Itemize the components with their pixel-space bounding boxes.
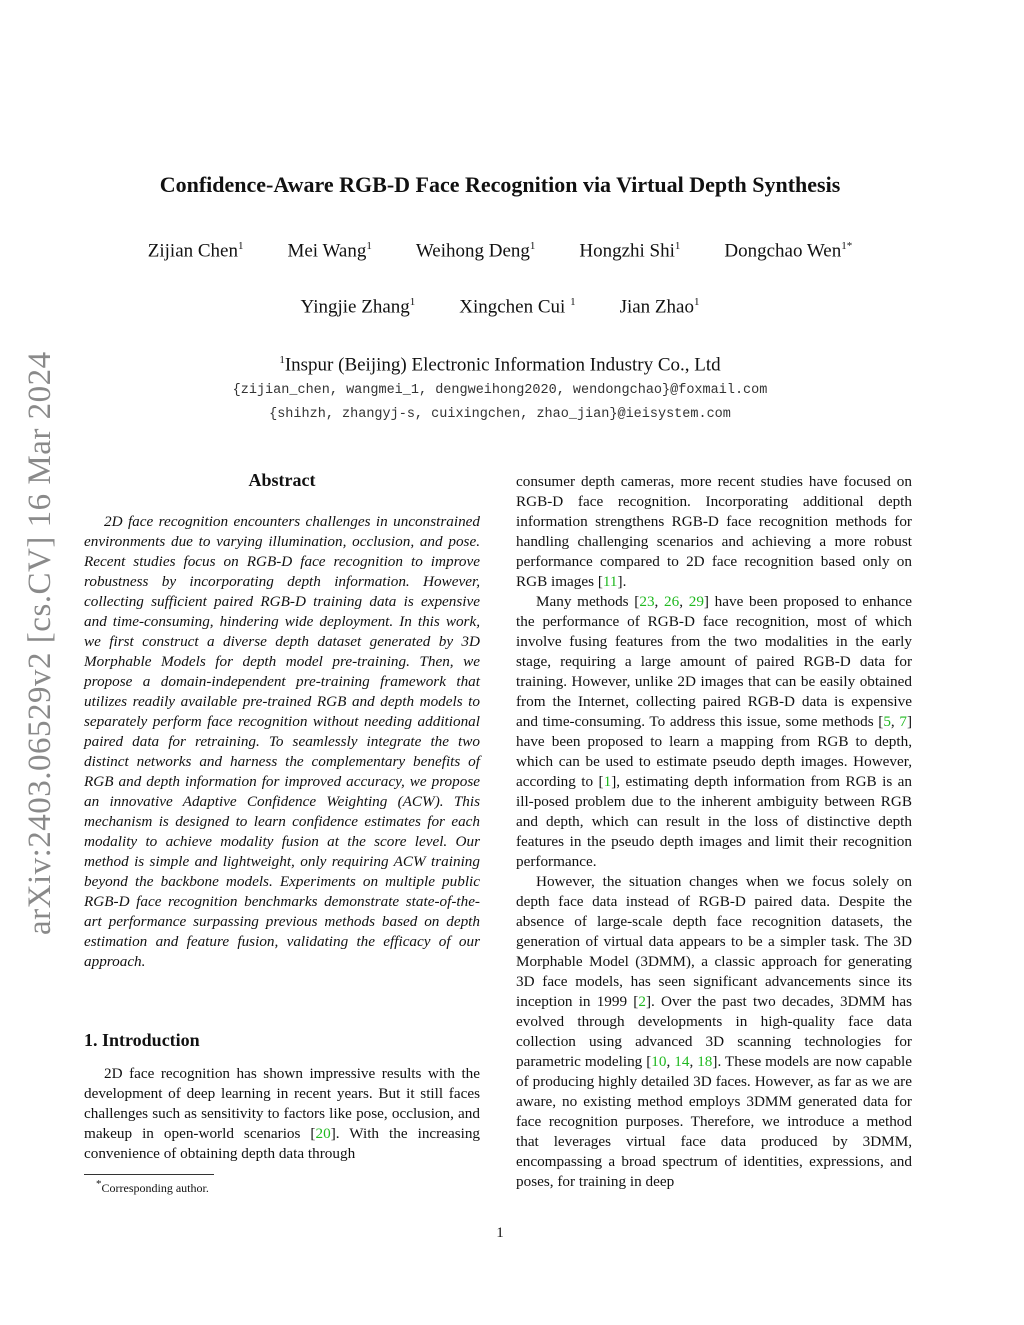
abstract-text: 2D face recognition encounters challenges in unconstrained environments due to varying illumination, occlusion, and pose. Recent studies focus on RGB-D face recognition to improve robustness by incorporating depth information. However, collecting sufficient paired RGB-D training data is expensive and time-consuming, hindering wide deployment. In this work, we first construct a diverse depth dataset generated by 3D Morphable Models for depth model pre-training. Then, we propose a domain-independent pre-training framework that utilizes readily available pre-trained RGB and depth models to separately perform face recognition without needing additional paired data for retraining. To seamlessly integrate the two distinct networks and harness the complementary benefits of RGB and depth information for improved accuracy, we propose an innovative Adaptive Confidence Weighting (ACW). This mechanism is designed to learn confidence estimates for each modality to achieve modality fusion at the score level. Our method is simple and lightweight, only requiring ACW training beyond the backbone models. Experiments on multiple public RGB-D face recognition benchmarks demonstrate state-of-the-art performance surpassing previous methods based on depth estimation and feature fusion, validating the efficacy of our approach. xyxy=(84,513,480,970)
author xyxy=(620,296,700,318)
text-run: ] have been proposed to learn a mapping from RGB to depth, which can be used to estimate pseudo depth images. However, according to [ xyxy=(516,713,912,790)
citation-link[interactable]: 26 xyxy=(664,593,680,610)
citation-link[interactable]: 11 xyxy=(602,573,618,590)
citation-link[interactable]: 10 xyxy=(651,1053,667,1070)
authors-row-1 xyxy=(0,240,1000,262)
text-run: Many methods [ xyxy=(536,593,640,610)
text-run: , xyxy=(679,593,689,610)
paragraph xyxy=(84,1064,480,1164)
author xyxy=(148,240,244,262)
email-line-2: {shihzh, zhangyj-s, cuixingchen, zhao_jian}@ieisystem.com xyxy=(269,407,731,422)
citation-link[interactable]: 14 xyxy=(674,1053,690,1070)
text-run: However, the situation changes when we focus solely on depth face data instead of RGB-D paired data. Despite the absence of large-scale depth face recognition datasets, the generation of virtual data appears to be a simpler task. The 3D Morphable Model (3DMM), a classic approach for generating 3D face models, has seen significant advancements since its inception in 1999 [ xyxy=(516,873,912,1010)
footnote xyxy=(96,1178,209,1196)
citation-link[interactable]: 5 xyxy=(883,713,891,730)
author-name: Dongchao Wen xyxy=(724,240,842,262)
intro-left-column xyxy=(84,1064,480,1164)
author xyxy=(579,240,680,262)
author-affil-marker: 1 xyxy=(237,240,244,252)
footnote-rule xyxy=(84,1174,214,1175)
text-run: ]. xyxy=(617,573,627,590)
citation-link[interactable]: 29 xyxy=(688,593,704,610)
footnote-text: Corresponding author. xyxy=(101,1181,209,1195)
text-run: ], estimating depth information from RGB is an ill-posed problem due to the inherent ambiguity between RGB and depth, which can result in the loss of distinctive depth features in the pseudo depth images and limit their recognition performance. xyxy=(516,773,912,870)
author-name: Zijian Chen xyxy=(147,240,238,262)
citation-link[interactable]: 2 xyxy=(638,993,646,1010)
author-affil-marker: 1* xyxy=(841,240,853,252)
paragraph xyxy=(516,592,912,872)
author-name: Jian Zhao xyxy=(619,296,694,318)
author-affil-marker: 1 xyxy=(409,296,416,308)
author xyxy=(724,240,852,262)
text-run: ]. With the increasing convenience of obtaining depth data through xyxy=(84,1125,481,1162)
text-run: 2D face recognition has shown impressive results with the development of deep learning in recent years. But it still faces challenges such as sensitivity to factors like pose, occlusion, and makeup in open-world scenarios [ xyxy=(84,1065,480,1142)
text-run: ]. Over the past two decades, 3DMM has evolved through developments in high-quality face data collection using advanced 3D scanning technologies for parametric modeling [ xyxy=(516,993,912,1070)
author-affil-marker: 1 xyxy=(529,240,536,252)
author-name: Mei Wang xyxy=(287,240,367,262)
paragraph xyxy=(516,472,912,592)
citation-link[interactable]: 18 xyxy=(697,1053,713,1070)
text-run: , xyxy=(654,593,665,610)
author xyxy=(301,296,416,318)
intro-right-column xyxy=(516,472,912,1192)
paper-title: Confidence-Aware RGB-D Face Recognition via Virtual Depth Synthesis xyxy=(159,172,841,197)
authors-row-2 xyxy=(0,296,1000,318)
author-affil-marker: 1 xyxy=(366,240,372,252)
email-line-1: {zijian_chen, wangmei_1, dengweihong2020, wendongchao}@foxmail.com xyxy=(232,383,768,398)
citation-link[interactable]: 1 xyxy=(603,773,612,790)
author xyxy=(287,240,371,262)
author xyxy=(459,296,575,318)
author-name: Weihong Deng xyxy=(415,240,530,262)
text-run: ]. These models are now capable of producing highly detailed 3D faces. However, as far as we are aware, no existing method employs 3DMM generated data for face recognition purposes. Therefore, we introduce a method that leverages virtual face data produced by 3DMM, encompassing a broad spectrum of identities, expressions, and poses, for training in deep xyxy=(516,1053,913,1190)
section-heading-introduction: 1. Introduction xyxy=(84,1030,200,1050)
page-number: 1 xyxy=(496,1225,504,1241)
affiliation-text: Inspur (Beijing) Electronic Information Industry Co., Ltd xyxy=(284,354,721,376)
text-run: , xyxy=(890,713,900,730)
text-run: , xyxy=(689,1053,698,1070)
author-name: Xingchen Cui xyxy=(459,296,571,318)
abstract-body xyxy=(84,512,480,972)
author-affil-marker: 1 xyxy=(570,296,576,308)
author-affil-marker: 1 xyxy=(693,296,700,308)
text-run: consumer depth cameras, more recent studies have focused on RGB-D face recognition. Incorporating additional depth information strengthens RGB-D face recognition methods for handling challenging scenarios and achieving a more robust performance compared to 2D face recognition based only on RGB images [ xyxy=(516,473,912,590)
author xyxy=(416,240,536,262)
footnote-marker: * xyxy=(96,1178,102,1190)
affiliation-marker: 1 xyxy=(279,354,285,366)
author-name: Yingjie Zhang xyxy=(300,296,410,318)
arxiv-stamp: arXiv:2403.06529v2 [cs.CV] 16 Mar 2024 xyxy=(22,351,58,935)
author-affil-marker: 1 xyxy=(674,240,681,252)
affiliation xyxy=(0,354,1000,376)
abstract-heading: Abstract xyxy=(248,470,316,490)
text-run: , xyxy=(666,1053,675,1070)
citation-link[interactable]: 23 xyxy=(639,593,655,610)
text-run: ] have been proposed to enhance the performance of RGB-D face recognition, most of which involve fusing features from the two modalities in the early stage, requiring a large amount of paired RGB-D data for training. However, unlike 2D images that can be easily obtained from the Internet, collecting paired RGB-D data is expensive and time-consuming. To address this issue, some methods [ xyxy=(516,593,913,730)
paragraph xyxy=(516,872,912,1192)
author-name: Hongzhi Shi xyxy=(579,240,675,262)
citation-link[interactable]: 7 xyxy=(899,713,907,730)
citation-link[interactable]: 20 xyxy=(315,1125,331,1142)
